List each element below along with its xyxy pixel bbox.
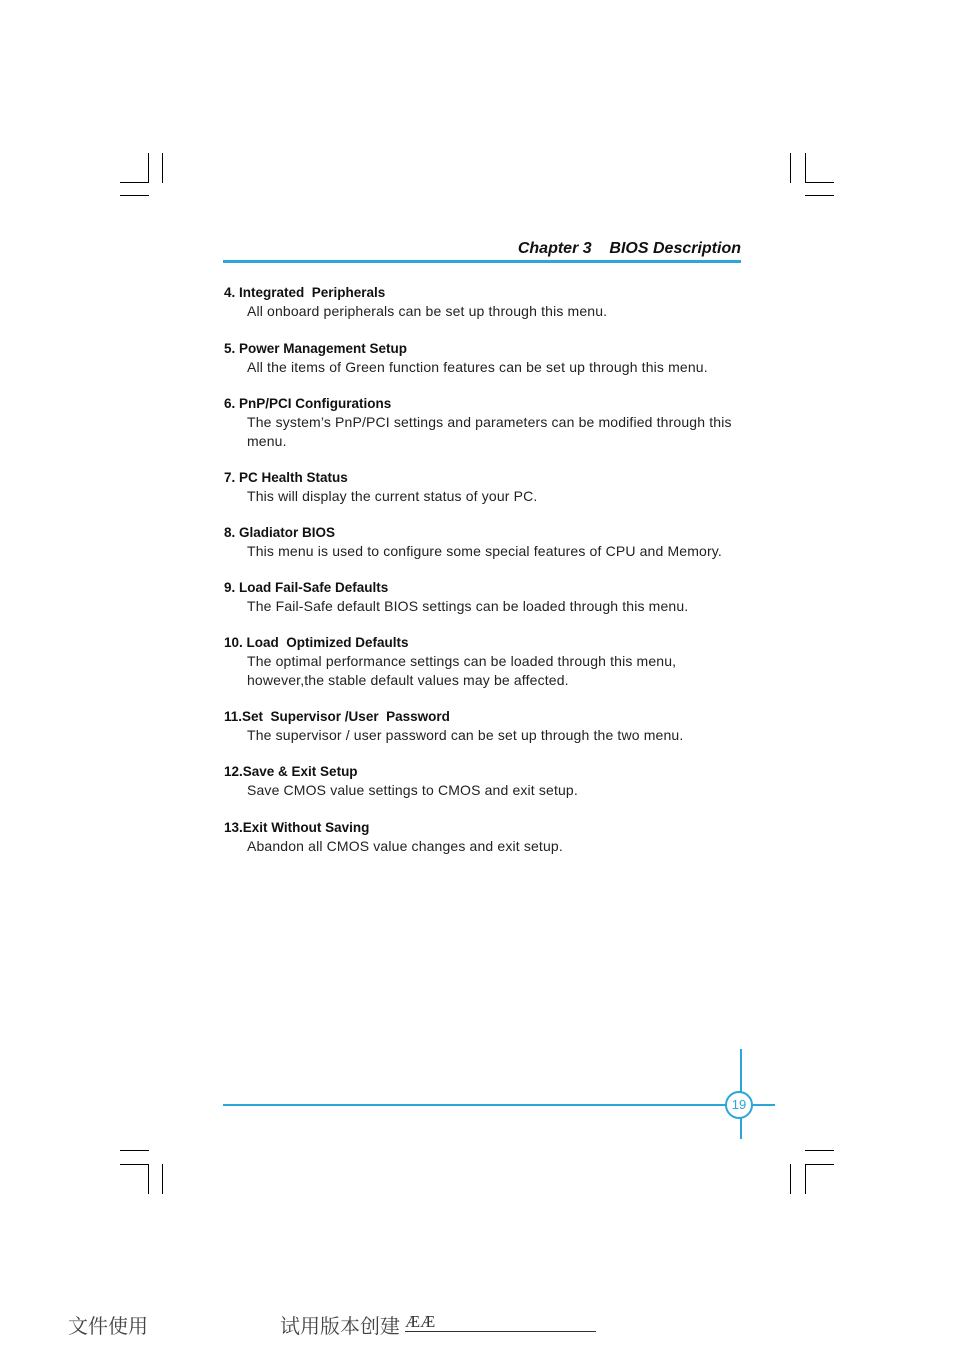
crop-mark [120, 195, 149, 196]
section-body: The supervisor / user password can be set up through the two menu. [247, 727, 684, 743]
section-title: 9. Load Fail-Safe Defaults [224, 580, 389, 595]
crop-mark [805, 195, 834, 196]
crop-mark [120, 182, 149, 183]
crop-mark [148, 153, 149, 183]
crop-mark [148, 1164, 149, 1194]
section-pnp-pci [224, 395, 754, 451]
section-load-optimized [224, 634, 754, 690]
section-save-exit [224, 763, 754, 800]
watermark-left: 文件使用 [68, 1314, 148, 1338]
crop-mark [790, 153, 791, 183]
section-load-fail-safe [224, 579, 754, 616]
section-body: This menu is used to configure some special features of CPU and Memory. [247, 543, 722, 559]
watermark-right: 试用版本创建 [280, 1314, 400, 1338]
section-body: All onboard peripherals can be set up through this menu. [247, 303, 608, 319]
section-title: 6. PnP/PCI Configurations [224, 396, 392, 411]
crop-mark [162, 1164, 163, 1194]
section-pc-health [224, 469, 754, 506]
section-title: 5. Power Management Setup [224, 341, 408, 356]
section-body: This will display the current status of your PC. [247, 488, 538, 504]
section-title: 7. PC Health Status [224, 470, 348, 485]
section-body: The optimal performance settings can be loaded through this menu, however,the stable default values may be affected. [247, 653, 677, 688]
crop-mark [162, 153, 163, 183]
section-body: Save CMOS value settings to CMOS and exit setup. [247, 782, 578, 798]
crop-mark [805, 1164, 834, 1165]
section-body: All the items of Green function features can be set up through this menu. [247, 359, 708, 375]
section-title: 11.Set Supervisor /User Password [224, 709, 450, 724]
footer-rule [223, 1104, 775, 1106]
section-power-management [224, 340, 754, 377]
crop-mark [790, 1164, 791, 1194]
header-rule [223, 260, 741, 263]
section-body: Abandon all CMOS value changes and exit setup. [247, 838, 563, 854]
section-title: 10. Load Optimized Defaults [224, 635, 409, 650]
section-title: 4. Integrated Peripherals [224, 285, 386, 300]
section-title: 8. Gladiator BIOS [224, 525, 336, 540]
crop-mark [805, 1164, 806, 1194]
section-set-password [224, 708, 754, 745]
section-title: 13.Exit Without Saving [224, 820, 370, 835]
watermark-link[interactable]: ÆÆ [405, 1313, 596, 1332]
crop-mark [805, 182, 834, 183]
section-body: The Fail-Safe default BIOS settings can be loaded through this menu. [247, 598, 689, 614]
section-body: The system’s PnP/PCI settings and parameters can be modified through this menu. [247, 414, 732, 449]
section-gladiator-bios [224, 524, 754, 561]
section-integrated-peripherals [224, 284, 754, 321]
crop-mark [120, 1150, 149, 1151]
crop-mark [805, 153, 806, 183]
crop-mark [120, 1164, 149, 1165]
crop-mark [805, 1150, 834, 1151]
chapter-header: Chapter 3 BIOS Description [517, 240, 741, 257]
page-number: 19 [725, 1091, 753, 1119]
section-exit-without-saving [224, 819, 754, 856]
section-title: 12.Save & Exit Setup [224, 764, 358, 779]
